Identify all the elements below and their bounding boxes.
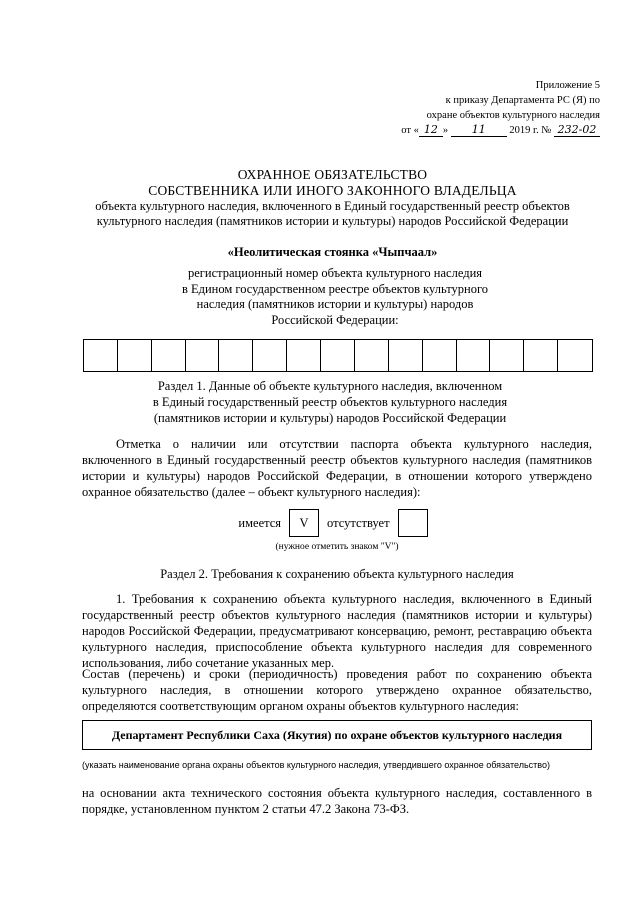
title-line3: объекта культурного наследия, включенного в Единый государственный реестр объектов bbox=[95, 199, 570, 213]
passport-paragraph: Отметка о наличии или отсутствии паспорта объекта культурного наследия, включенного в Единый государственный реестр объектов культурного наследия (памятников истории и культуры) народов Российской Федерации, в отношении которого утверждено охранное обязательство (далее – объект культурного наследия): bbox=[82, 437, 592, 499]
document-title bbox=[60, 167, 605, 229]
registration-cell bbox=[457, 340, 491, 371]
requirements-item1: 1. Требования к сохранению объекта культурного наследия, включенного в Единый государственный реестр объектов культурного наследия (памятников истории и культуры) народов Российской Федерации, предусматривают консервацию, ремонт, реставрацию объекта культурного наследия, приспособление объекта культурного наследия для современного использования, либо сочетание указанных мер. bbox=[82, 592, 592, 670]
date-year: 2019 г. № bbox=[509, 125, 552, 136]
section1-line3: (памятников истории и культуры) народов Российской Федерации bbox=[153, 411, 507, 425]
object-name: «Неолитическая стоянка «Чыпчаал» bbox=[227, 245, 438, 259]
registration-number-grid bbox=[83, 339, 593, 372]
date-month: 11 bbox=[451, 124, 507, 137]
registration-cell bbox=[321, 340, 355, 371]
registration-cell bbox=[423, 340, 457, 371]
basis-paragraph: на основании акта технического состояния объекта культурного наследия, составленного в порядке, установленном пунктом 2 статьи 47.2 Закона 73-ФЗ. bbox=[82, 786, 592, 816]
date-day: 12 bbox=[419, 124, 443, 137]
title-line1: ОХРАННОЕ ОБЯЗАТЕЛЬСТВО bbox=[237, 167, 428, 182]
authority-name: Департамент Республики Саха (Якутия) по охране объектов культурного наследия bbox=[111, 727, 563, 742]
present-label: имеется bbox=[238, 515, 282, 530]
title-line2: СОБСТВЕННИКА ИЛИ ИНОГО ЗАКОННОГО ВЛАДЕЛЬЦА bbox=[148, 183, 517, 198]
title-line4: культурного наследия (памятников истории и культуры) народов Российской Федерации bbox=[96, 214, 569, 228]
authority-note: (указать наименование органа охраны объектов культурного наследия, утвердившего охранное обязательство) bbox=[82, 760, 550, 770]
section2-heading: Раздел 2. Требования к сохранению объекта культурного наследия bbox=[160, 567, 514, 581]
appendix-line2: к приказу Департамента РС (Я) по bbox=[445, 95, 600, 106]
order-number: 232-02 bbox=[554, 124, 600, 137]
authority-box bbox=[82, 720, 592, 750]
registration-cell bbox=[118, 340, 152, 371]
registration-cell bbox=[558, 340, 592, 371]
registration-line4: Российской Федерации: bbox=[271, 312, 399, 327]
registration-label bbox=[140, 266, 530, 328]
date-mid: » bbox=[442, 125, 449, 136]
registration-cell bbox=[355, 340, 389, 371]
registration-line1: регистрационный номер объекта культурного наследия bbox=[187, 266, 483, 280]
mark-note: (нужное отметить знаком "V") bbox=[275, 542, 399, 552]
appendix-date-line bbox=[360, 123, 600, 138]
section1-heading bbox=[110, 378, 550, 426]
appendix-line3: охране объектов культурного наследия bbox=[426, 110, 600, 121]
registration-cell bbox=[524, 340, 558, 371]
absent-label: отсутствует bbox=[327, 515, 390, 530]
registration-cell bbox=[152, 340, 186, 371]
registration-cell bbox=[490, 340, 524, 371]
registration-cell bbox=[389, 340, 423, 371]
appendix-header bbox=[360, 78, 600, 138]
section1-line2: в Единый государственный реестр объектов культурного наследия bbox=[152, 395, 508, 409]
passport-mark-row bbox=[82, 508, 592, 538]
appendix-line1: Приложение 5 bbox=[535, 80, 600, 91]
registration-line3: наследия (памятников истории и культуры) народов bbox=[196, 297, 474, 311]
present-checkbox[interactable]: V bbox=[289, 509, 319, 537]
absent-checkbox[interactable] bbox=[398, 509, 428, 537]
section1-line1: Раздел 1. Данные об объекте культурного наследия, включенном bbox=[157, 379, 503, 393]
registration-cell bbox=[287, 340, 321, 371]
requirements-item2: Состав (перечень) и сроки (периодичность) проведения работ по сохранению объекта культурного наследия, в отношении которого утверждено охранное обязательство, определяются соответствующим органом охраны объектов культурного наследия: bbox=[82, 667, 592, 713]
registration-cell bbox=[84, 340, 118, 371]
date-prefix: от « bbox=[401, 125, 419, 136]
registration-cell bbox=[186, 340, 220, 371]
registration-cell bbox=[219, 340, 253, 371]
registration-line2: в Едином государственном реестре объектов культурного bbox=[181, 281, 489, 296]
registration-cell bbox=[253, 340, 287, 371]
